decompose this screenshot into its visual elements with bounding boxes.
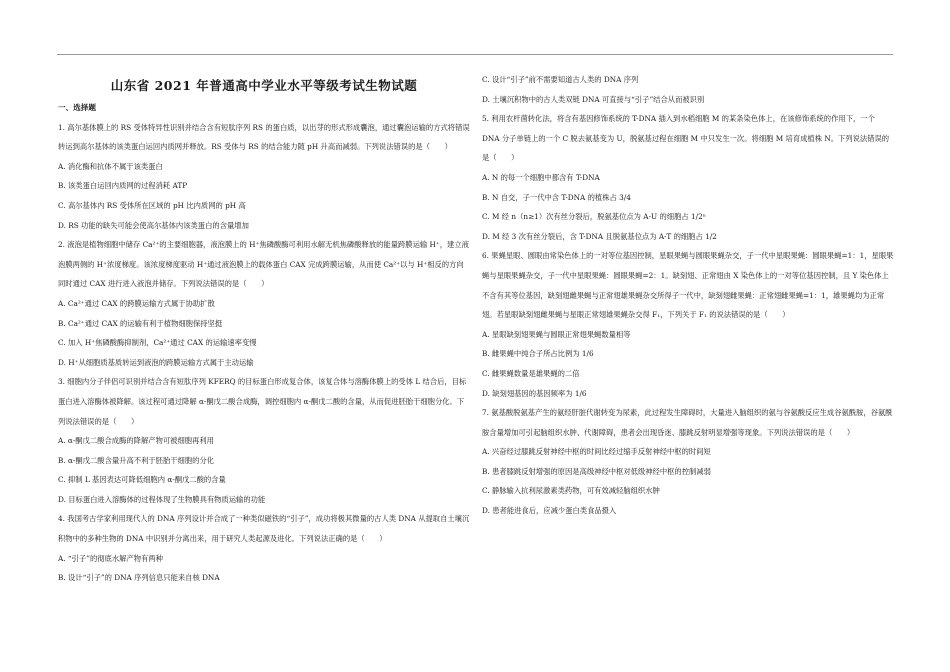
option-c: C. 雌果蝇数量是雄果蝇的二倍 (482, 368, 580, 378)
question-4 (58, 509, 470, 587)
option-b: B. 雌果蝇中纯合子所占比例为 1/6 (482, 349, 594, 359)
left-column (58, 70, 470, 588)
option-c: C. 加入 H⁺焦磷酸酶抑制剂，Ca²⁺通过 CAX 的运输速率变慢 (58, 338, 257, 348)
option-a: A. 兴奋经过膝跳反射神经中枢的时间比经过缩手反射神经中枢的时间短 (482, 447, 711, 457)
option-b: B. 患者膝跳反射增强的原因是高级神经中枢对低级神经中枢的控制减弱 (482, 466, 711, 476)
option-a: A. 星眼缺刻翅果蝇与圆眼正常翅果蝇数量相等 (482, 329, 631, 339)
question-6 (482, 246, 894, 403)
option-a: A. α-酮戊二酸合成酶的降解产物可被细胞再利用 (58, 436, 214, 446)
option-c: C. 抑制 L 基因表达可降低细胞内 α-酮戊二酸的含量 (58, 475, 226, 485)
question-stem: 3. 细胞内分子伴侣可识别并结合含有短肽序列 KFERQ 的目标蛋白形成复合体，该复合体与溶酶体膜上的受体 L 结合后，目标蛋白进入溶酶体被降解。该过程可通过降解 α-酮戊二酸合成酶，调控细胞内 α-酮戊二酸的含量，从而促进胚胎干细胞分化。下列说法错误的是（ ） (58, 377, 467, 426)
option-b: B. 该类蛋白运回内质网的过程消耗 ATP (58, 181, 188, 191)
question-stem: 1. 高尔基体膜上的 RS 受体特异性识别并结合含有短肽序列 RS 的蛋白质，以出芽的形式形成囊泡，通过囊泡运输的方式将错误转运到高尔基体的该类蛋白运回内质网并释放。RS 受体与 RS 的结合能力随 pH 升高而减弱。下列说法错误的是（ ） (58, 122, 470, 152)
option-d: D. 土壤沉积物中的古人类双链 DNA 可直接与“引子”结合从而被识别 (482, 94, 705, 104)
right-column (482, 70, 894, 521)
question-stem: 4. 我国考古学家利用现代人的 DNA 序列设计并合成了一种类似磁铁的“引子”，成功将极其微量的古人类 DNA 从提取自土壤沉积物中的多种生物的 DNA 中识别并分离出来，用于研究人类起源及进化。下列说法正确的是（ ） (58, 514, 470, 544)
option-d: D. H⁺从细胞质基质转运到液泡的跨膜运输方式属于主动运输 (58, 357, 254, 367)
question-7 (482, 403, 894, 521)
question-stem: 6. 果蝇星眼、圆眼由常染色体上的一对等位基因控制，星眼果蝇与圆眼果蝇杂交，子一代中星眼果蝇：圆眼果蝇=1：1，星眼果蝇与星眼果蝇杂交，子一代中星眼果蝇：圆眼果蝇=2：1。缺刻翅、正常翅由 X 染色体上的一对等位基因控制，且 Y 染色体上不含有其等位基因，缺刻翅雌果蝇与正常翅雄果蝇杂交所得子一代中，缺刻翅雌果蝇：正常翅雌果蝇=1：1，雄果蝇均为正常翅。若星眼缺刻翅雌果蝇与星眼正常翅雄果蝇杂交得 F₁，下列关于 F₁ 的说法错误的是（ ） (482, 251, 894, 320)
option-d: D. RS 功能的缺失可能会使高尔基体内该类蛋白的含量增加 (58, 220, 249, 230)
option-d: D. 目标蛋白进入溶酶体的过程体现了生物膜具有物质运输的功能 (58, 494, 266, 504)
top-rule (57, 54, 893, 55)
option-d: D. M 经 3 次有丝分裂后，含 T-DNA 且脱氨基位点为 A-T 的细胞占 1/2 (482, 231, 717, 241)
question-stem: 7. 氨基酸脱氨基产生的氨经肝脏代谢转变为尿素，此过程发生障碍时，大量进入脑组织的氨与谷氨酸反应生成谷氨酰胺，谷氨酰胺含量增加可引起脑组织水肿、代谢障碍，患者会出现昏迷、膝跳反射明显增强等现象。下列说法错误的是（ ） (482, 408, 893, 437)
option-c: C. 设计“引子”前不需要知道古人类的 DNA 序列 (482, 75, 639, 84)
option-a: A. Ca²⁺通过 CAX 的跨膜运输方式属于协助扩散 (58, 298, 215, 308)
option-b: B. α-酮戊二酸含量升高不利于胚胎干细胞的分化 (58, 455, 215, 465)
question-3 (58, 372, 470, 509)
question-stem: 5. 利用农杆菌转化法，将含有基因修饰系统的 T-DNA 插入到水稻细胞 M 的某条染色体上，在该修饰系统的作用下，一个 DNA 分子单链上的一个 C 脱去氨基变为 U，脱氨基过程在细胞 M 中只发生一次。将细胞 M 培育成植株 N。下列说法错误的是（ ） (482, 114, 890, 163)
question-1 (58, 118, 470, 236)
option-b: B. Ca²⁺通过 CAX 的运输有利于植物细胞保持坚挺 (58, 318, 223, 328)
question-5 (482, 109, 894, 246)
option-d: D. 患者能进食后，应减少蛋白类食品摄入 (482, 506, 617, 516)
option-a: A. “引子”的彻底水解产物有两种 (58, 553, 163, 563)
question-4-continued (482, 70, 894, 109)
option-c: C. 静脉输入抗利尿激素类药物，可有效减轻脑组织水肿 (482, 486, 660, 496)
section-heading: 一、选择题 (58, 103, 96, 112)
option-a: A. N 的每一个细胞中都含有 T-DNA (482, 172, 600, 182)
option-c: C. 高尔基体内 RS 受体所在区域的 pH 比内质网的 pH 高 (58, 200, 246, 210)
option-b: B. 设计“引子”的 DNA 序列信息只能来自核 DNA (58, 573, 220, 583)
question-stem: 2. 液泡是植物细胞中储存 Ca²⁺的主要细胞器，液泡膜上的 H⁺焦磷酸酶可利用水解无机焦磷酸释放的能量跨膜运输 H⁺，建立液泡膜两侧的 H⁺浓度梯度。该浓度梯度驱动 H⁺通过液泡膜上的载体蛋白 CAX 完成跨膜运输，从而使 Ca²⁺以与 H⁺相反的方向同时通过 CAX 进行进入液泡并储存。下列说法错误的是（ ） (58, 240, 469, 289)
option-c: C. M 经 n（n≥1）次有丝分裂后，脱氨基位点为 A-U 的细胞占 1/2ⁿ (482, 212, 706, 222)
option-b: B. N 自交，子一代中含 T-DNA 的植株占 3/4 (482, 192, 631, 202)
page-title: 山东省 2021 年普通高中学业水平等级考试生物试题 (110, 78, 418, 93)
question-2 (58, 235, 470, 372)
option-d: D. 缺刻翅基因的基因频率为 1/6 (482, 388, 587, 398)
option-a: A. 消化酶和抗体不属于该类蛋白 (58, 161, 163, 171)
